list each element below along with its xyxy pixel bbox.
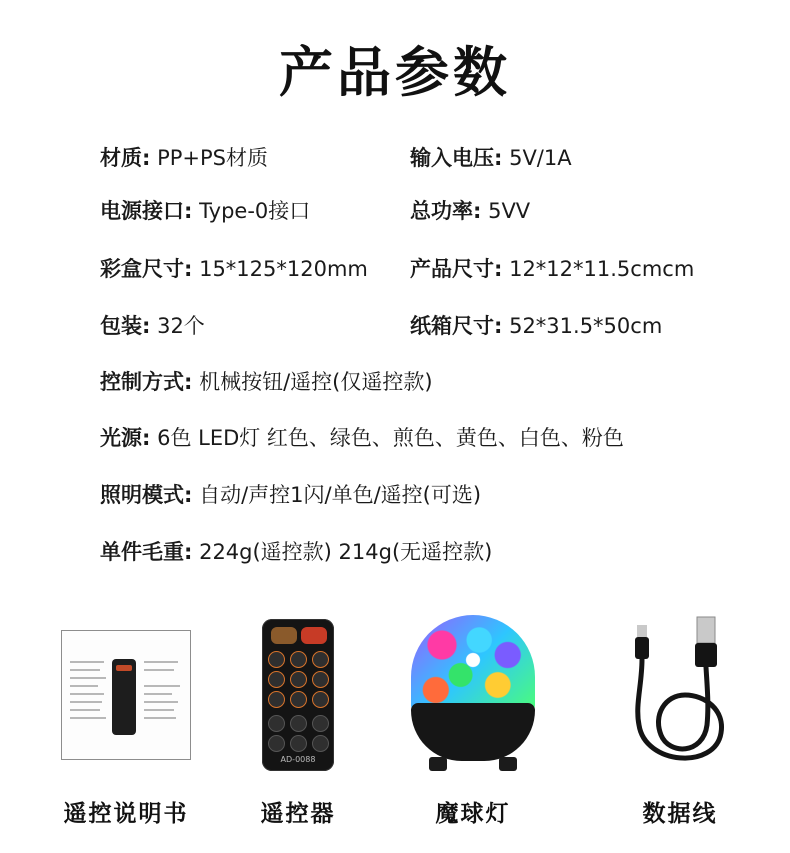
spec-label: 电源接口:: [100, 199, 193, 223]
spec-label: 输入电压:: [410, 146, 503, 170]
spec-label: 包装:: [100, 314, 151, 338]
spec-lighting-mode: [100, 479, 481, 509]
spec-value: 32个: [150, 314, 205, 338]
spec-value: 15*125*120mm: [192, 257, 368, 281]
spec-label: 总功率:: [410, 199, 482, 223]
spec-value: 5V/1A: [502, 146, 572, 170]
spec-port: [100, 195, 310, 225]
spec-label: 产品尺寸:: [410, 257, 503, 281]
remote-image: [228, 605, 368, 785]
spec-packing: [100, 310, 205, 340]
spec-value: Type-0接口: [192, 199, 311, 223]
spec-voltage: [410, 142, 572, 172]
spec-label: 纸箱尺寸:: [410, 314, 503, 338]
spec-weight: [100, 536, 492, 566]
spec-value: PP+PS材质: [150, 146, 268, 170]
spec-label: 彩盒尺寸:: [100, 257, 193, 281]
spec-value: 6色 LED灯 红色、绿色、煎色、黄色、白色、粉色: [150, 426, 624, 450]
spec-product-size: [410, 253, 694, 283]
spec-material: [100, 142, 268, 172]
usb-cable-icon: [625, 615, 735, 775]
spec-label: 材质:: [100, 146, 151, 170]
spec-label: 光源:: [100, 426, 151, 450]
caption-cable: 数据线: [642, 801, 718, 827]
caption-manual: 遥控说明书: [63, 801, 189, 827]
spec-value: 机械按钮/遥控(仅遥控款): [192, 370, 433, 394]
spec-label: 控制方式:: [100, 370, 193, 394]
spec-control: [100, 366, 433, 396]
spec-box-size: [100, 253, 368, 283]
spec-light-source: [100, 422, 624, 452]
spec-label: 单件毛重:: [100, 540, 193, 564]
spec-label: 照明模式:: [100, 483, 193, 507]
spec-value: 自动/声控1闪/单色/遥控(可选): [192, 483, 482, 507]
caption-remote: 遥控器: [260, 801, 336, 827]
disco-ball-icon: [403, 615, 543, 775]
spec-carton-size: [410, 310, 662, 340]
manual-icon: [61, 630, 191, 760]
ball-image: [398, 605, 548, 785]
spec-value: 52*31.5*50cm: [502, 314, 663, 338]
page-title: 产品参数: [279, 41, 511, 104]
manual-image: [56, 605, 196, 785]
manual-remote-illustration: [112, 659, 136, 735]
spec-power: [410, 195, 530, 225]
spec-value: 224g(遥控款) 214g(无遥控款): [192, 540, 493, 564]
cable-image: [610, 605, 750, 785]
spec-value: 5VV: [481, 199, 531, 223]
spec-value: 12*12*11.5cmcm: [502, 257, 695, 281]
caption-ball: 魔球灯: [435, 801, 511, 827]
remote-model-label: AD-0088: [280, 755, 316, 764]
remote-icon: [262, 619, 334, 771]
